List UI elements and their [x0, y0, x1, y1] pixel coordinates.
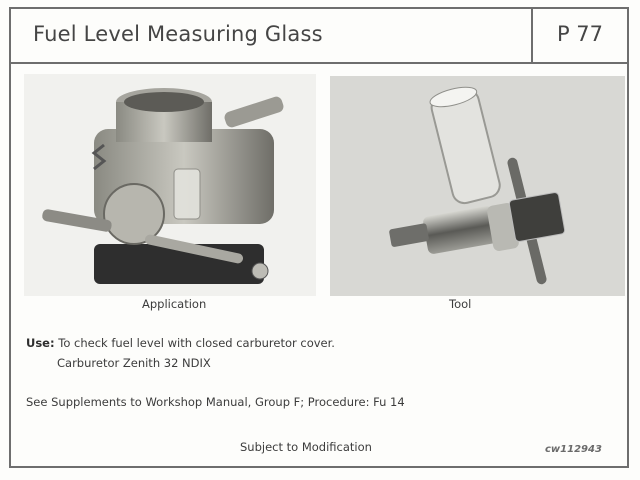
document-code: cw112943 — [545, 444, 602, 455]
header — [11, 9, 627, 64]
workshop-manual-reference: See Supplements to Workshop Manual, Group F; Procedure: Fu 14 — [26, 395, 405, 409]
modification-notice: Subject to Modification — [240, 440, 372, 454]
page-number-box — [531, 9, 627, 62]
use-label: Use: — [26, 336, 55, 350]
page-title: Fuel Level Measuring Glass — [33, 22, 323, 46]
use-description: To check fuel level with closed carburetor cover. — [58, 336, 335, 350]
use-carburetor-model: Carburetor Zenith 32 NDIX — [57, 356, 211, 370]
figure-caption-tool: Tool — [449, 297, 472, 311]
carburetor-photo — [24, 74, 316, 296]
tool-photo — [330, 76, 625, 296]
figure-caption-application: Application — [142, 297, 207, 311]
page-number: P 77 — [556, 22, 604, 46]
use-section — [26, 333, 335, 373]
